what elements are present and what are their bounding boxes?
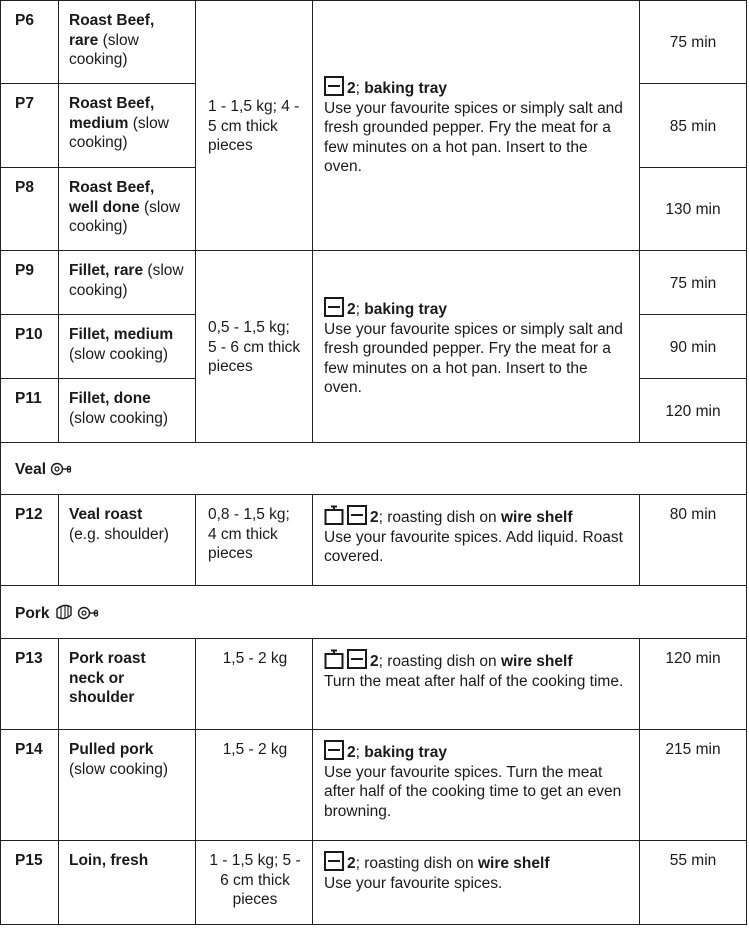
table-row: [1, 1, 747, 84]
cooking-time: 55 min: [640, 841, 747, 925]
section-veal: [1, 443, 747, 495]
instructions: Use your favourite spices.: [324, 874, 503, 892]
cooking-time: 75 min: [640, 251, 747, 315]
table-row: [1, 251, 747, 315]
section-pork: [1, 586, 747, 639]
section-title: Pork: [15, 604, 50, 622]
programme-code: P13: [1, 639, 59, 730]
programme-code: P14: [1, 730, 59, 841]
dish-name: Fillet, done (slow cooking): [59, 379, 196, 443]
dish-name: Fillet, rare (slow cooking): [59, 251, 196, 315]
dish-name: Loin, fresh: [59, 841, 196, 925]
section-row: [1, 443, 747, 495]
dish-name: Fillet, medium (slow cooking): [59, 315, 196, 379]
weight-cell: 1,5 - 2 kg: [196, 639, 313, 730]
programme-code: P10: [1, 315, 59, 379]
veal-leg-icon: [50, 461, 72, 477]
description-cell: 2; roasting dish on wire shelf Use your favourite spices.: [313, 841, 640, 925]
dish-name: Roast Beef, rare (slow cooking): [59, 1, 196, 84]
baking-tray-icon: [347, 649, 367, 669]
weight-cell: 0,8 - 1,5 kg; 4 cm thick pieces: [196, 495, 313, 586]
cooking-time: 215 min: [640, 730, 747, 841]
cooking-time: 120 min: [640, 379, 747, 443]
programme-code: P9: [1, 251, 59, 315]
description-cell: 2; roasting dish on wire shelf Turn the meat after half of the cooking time.: [313, 639, 640, 730]
description-cell: 2; baking tray Use your favourite spices. Turn the meat after half of the cooking time to get an even browning.: [313, 730, 640, 841]
cooking-time: 75 min: [640, 1, 747, 84]
instructions: Use your favourite spices. Add liquid. Roast covered.: [324, 528, 623, 565]
baking-tray-icon: [324, 297, 344, 317]
weight-cell: 1,5 - 2 kg: [196, 730, 313, 841]
baking-tray-icon: [324, 76, 344, 96]
weight-cell: 1 - 1,5 kg; 4 - 5 cm thick pieces: [196, 1, 313, 251]
dish-name: Roast Beef, medium (slow cooking): [59, 84, 196, 168]
baking-tray-icon: [324, 851, 344, 871]
baking-tray-icon: [324, 740, 344, 760]
dish-name: Pulled pork (slow cooking): [59, 730, 196, 841]
table-row: [1, 639, 747, 730]
programme-code: P15: [1, 841, 59, 925]
programme-code: P6: [1, 1, 59, 84]
programme-code: P11: [1, 379, 59, 443]
cooking-time: 85 min: [640, 84, 747, 168]
programme-code: P7: [1, 84, 59, 168]
baking-tray-icon: [347, 505, 367, 525]
instructions: Turn the meat after half of the cooking time.: [324, 672, 624, 690]
programme-code: P12: [1, 495, 59, 586]
dish-name: Veal roast (e.g. shoulder): [59, 495, 196, 586]
cooking-time: 80 min: [640, 495, 747, 586]
sausage-roll-icon: [54, 603, 74, 621]
description-cell: 2; roasting dish on wire shelf Use your favourite spices. Add liquid. Roast covered.: [313, 495, 640, 586]
cooking-time: 90 min: [640, 315, 747, 379]
table-row: [1, 495, 747, 586]
cooking-time: 120 min: [640, 639, 747, 730]
table-row: [1, 841, 747, 925]
section-row: [1, 586, 747, 639]
instructions: Use your favourite spices or simply salt and fresh grounded pepper. Fry the meat for a few minutes on a hot pan. Insert to the oven.: [324, 99, 623, 176]
roasting-dish-icon: [324, 505, 344, 525]
section-title: Veal: [15, 460, 47, 478]
cooking-time: 130 min: [640, 168, 747, 251]
description-cell: 2; baking tray Use your favourite spices or simply salt and fresh grounded pepper. Fry the meat for a few minutes on a hot pan. Insert to the oven.: [313, 1, 640, 251]
pork-leg-icon: [77, 605, 99, 621]
instructions: Use your favourite spices or simply salt and fresh grounded pepper. Fry the meat for a few minutes on a hot pan. Insert to the oven.: [324, 320, 623, 397]
description-cell: 2; baking tray Use your favourite spices or simply salt and fresh grounded pepper. Fry the meat for a few minutes on a hot pan. Insert to the oven.: [313, 251, 640, 443]
dish-name: Roast Beef, well done (slow cooking): [59, 168, 196, 251]
programme-code: P8: [1, 168, 59, 251]
weight-cell: 0,5 - 1,5 kg; 5 - 6 cm thick pieces: [196, 251, 313, 443]
dish-name: Pork roast neck or shoulder: [59, 639, 196, 730]
table-row: [1, 730, 747, 841]
weight-cell: 1 - 1,5 kg; 5 - 6 cm thick pieces: [196, 841, 313, 925]
instructions: Use your favourite spices. Turn the meat after half of the cooking time to get an even browning.: [324, 763, 622, 820]
roasting-dish-icon: [324, 649, 344, 669]
